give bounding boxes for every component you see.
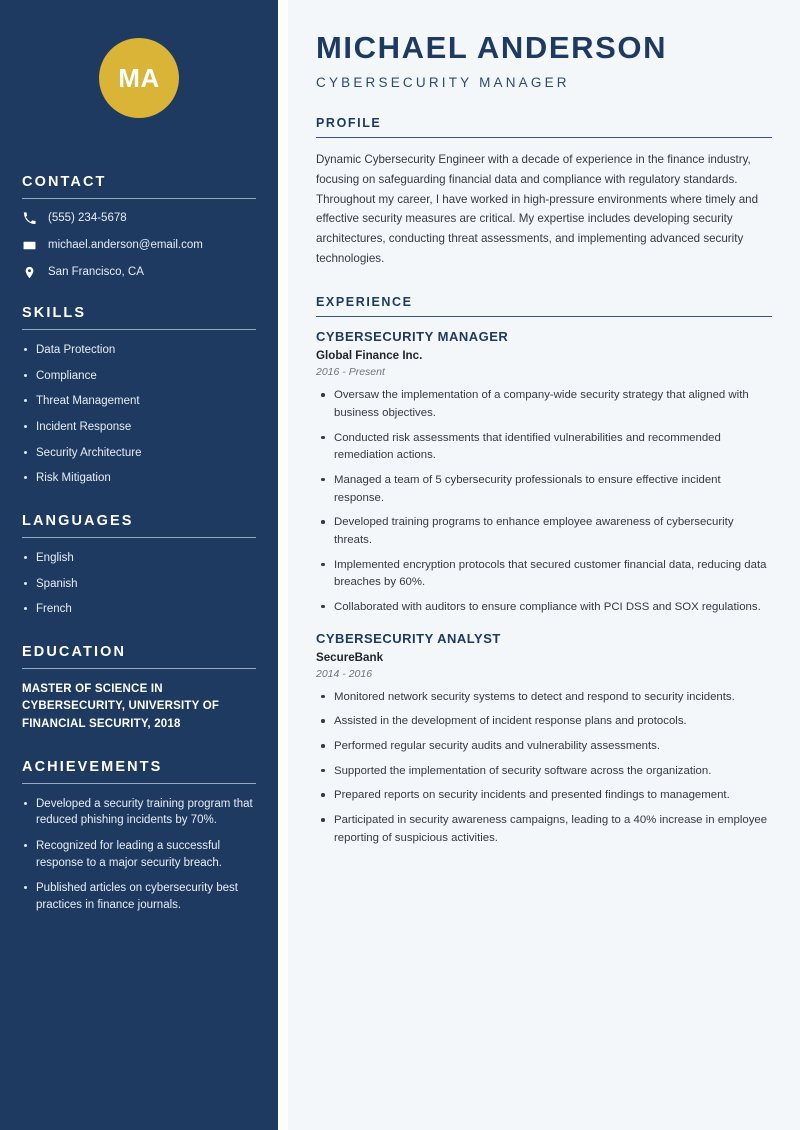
column-gap [278,0,288,1130]
sidebar [0,0,278,1130]
contact-row-location[interactable] [22,265,256,279]
avatar: MA [99,38,179,118]
list-item: Supported the implementation of security software across the organization. [316,763,772,781]
contact-email-value: michael.anderson@email.com [48,239,203,251]
experience-entry [316,329,772,616]
achievements-list [22,796,256,914]
contact-row-phone[interactable] [22,211,256,225]
envelope-icon [22,238,36,252]
list-item: French [22,601,256,618]
sidebar-section-contact [22,174,256,279]
list-item: Spanish [22,576,256,593]
experience-job-title: CYBERSECURITY ANALYST [316,630,501,646]
list-item: Threat Management [22,393,256,410]
list-item: Developed training programs to enhance employee awareness of cybersecurity threats. [316,514,772,549]
sidebar-contact-title: CONTACT [22,174,107,190]
divider [22,329,256,330]
list-item: Managed a team of 5 cybersecurity professionals to ensure effective incident response. [316,472,772,507]
list-item: Recognized for leading a successful response to a major security breach. [22,838,256,871]
map-pin-icon [22,265,36,279]
list-item: Prepared reports on security incidents and presented findings to management. [316,787,772,805]
experience-job-title: CYBERSECURITY MANAGER [316,329,509,345]
divider [22,668,256,669]
list-item: Data Protection [22,342,256,359]
job-role-subtitle: CYBERSECURITY MANAGER [316,74,570,90]
sidebar-education-title: EDUCATION [22,644,127,661]
list-item: Conducted risk assessments that identified vulnerabilities and recommended remediation actions. [316,430,772,465]
experience-dates: 2016 - Present [316,366,385,379]
profile-title: PROFILE [316,115,382,130]
divider [22,537,256,538]
list-item: Participated in security awareness campaigns, leading to a 40% increase in employee reporting of suspicious activities. [316,812,772,847]
experience-company: Global Finance Inc. [316,349,423,363]
list-item: Monitored network security systems to detect and respond to security incidents. [316,689,772,707]
experience-dates: 2014 - 2016 [316,667,373,680]
list-item: Published articles on cybersecurity best practices in finance journals. [22,880,256,913]
experience-entry [316,631,772,848]
list-item: Security Architecture [22,445,256,462]
list-item: Collaborated with auditors to ensure compliance with PCI DSS and SOX regulations. [316,599,772,617]
contact-location-value: San Francisco, CA [48,266,144,278]
contact-row-email[interactable] [22,238,256,252]
sidebar-section-achievements [22,759,256,914]
sidebar-section-languages [22,513,256,618]
sidebar-section-education [22,644,256,733]
list-item: English [22,550,256,567]
divider [22,783,256,784]
phone-icon [22,211,36,225]
page-title: MICHAEL ANDERSON [316,30,668,65]
list-item: Risk Mitigation [22,470,256,487]
sidebar-languages-title: LANGUAGES [22,513,134,530]
sidebar-skills-title: SKILLS [22,305,87,321]
section-profile [316,116,772,270]
experience-title: EXPERIENCE [316,295,413,310]
experience-bullets [316,387,772,616]
divider [22,198,256,199]
list-item: Assisted in the development of incident response plans and protocols. [316,713,772,731]
experience-company: SecureBank [316,650,384,664]
list-item: Compliance [22,368,256,385]
contact-phone-value: (555) 234-5678 [48,212,127,224]
divider [316,316,772,317]
avatar-container [22,0,256,118]
divider [316,137,772,138]
languages-list [22,550,256,618]
education-entry: MASTER OF SCIENCE IN CYBERSECURITY, UNIVERSITY OF FINANCIAL SECURITY, 2018 [22,683,220,730]
main-content [288,0,800,1130]
skills-list [22,342,256,487]
list-item: Oversaw the implementation of a company-wide security strategy that aligned with business objectives. [316,387,772,422]
list-item: Developed a security training program that reduced phishing incidents by 70%. [22,796,256,829]
list-item: Implemented encryption protocols that secured customer financial data, reducing data breaches by 60%. [316,557,772,592]
sidebar-section-skills [22,305,256,487]
list-item: Incident Response [22,419,256,436]
list-item: Performed regular security audits and vulnerability assessments. [316,738,772,756]
sidebar-achievements-title: ACHIEVEMENTS [22,758,163,775]
section-experience [316,295,772,847]
experience-bullets [316,689,772,848]
profile-text: Dynamic Cybersecurity Engineer with a decade of experience in the finance industry, focusing on safeguarding financial data and compliance with regulatory standards. Throughout my career, I have worked in high-pressure environments where timely and effective security measures are critical. My expertise includes developing security architectures, conducting threat assessments, and implementing advanced security technologies. [316,152,759,266]
